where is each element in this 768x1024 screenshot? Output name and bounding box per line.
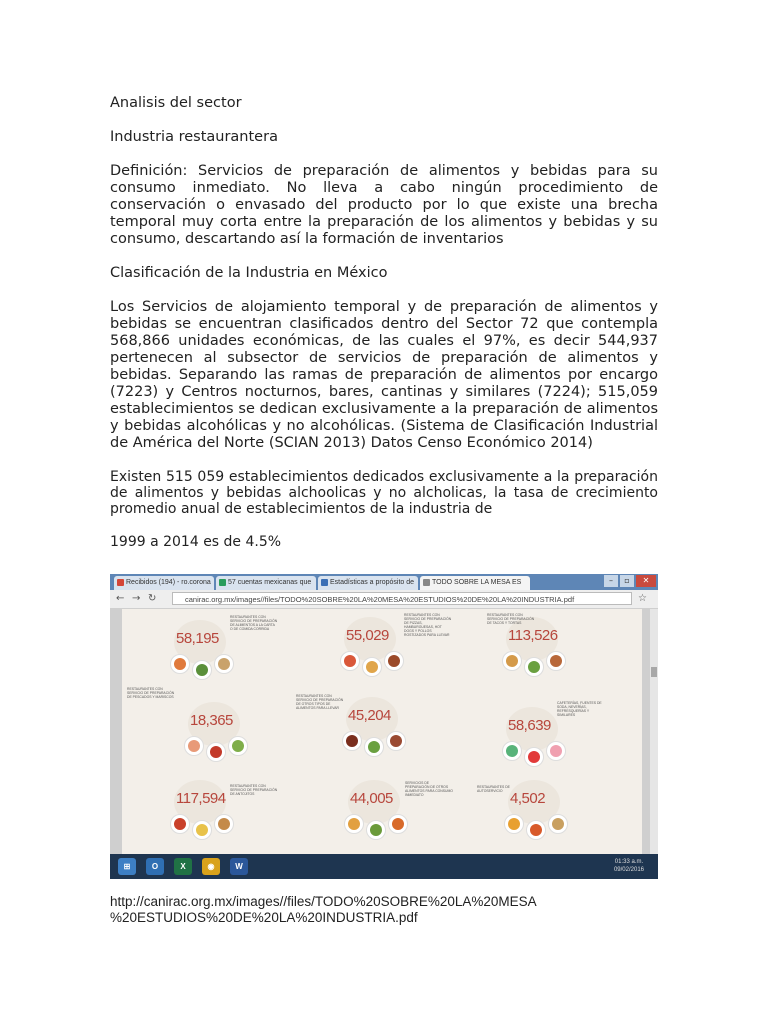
doc-title: Analisis del sector <box>110 95 242 111</box>
food-icon <box>232 740 244 752</box>
food-plate-icon <box>228 736 248 756</box>
stat-value: 58,195 <box>176 630 219 647</box>
browser-tab[interactable] <box>114 576 214 590</box>
food-icon <box>528 751 540 763</box>
food-icon <box>368 741 380 753</box>
food-plate-icon <box>546 741 566 761</box>
food-icon <box>388 655 400 667</box>
classification-heading: Clasificación de la Industria en México <box>110 265 388 281</box>
food-icon <box>550 655 562 667</box>
source-link-line-1[interactable]: http://canirac.org.mx/images//files/TODO%20SOBRE%20LA%20MESA <box>110 894 537 909</box>
food-icon <box>196 664 208 676</box>
food-plate-icon <box>214 814 234 834</box>
taskbar <box>110 854 658 879</box>
food-plate-icon <box>524 747 544 767</box>
definition-paragraph: Definición: Servicios de preparación de alimentos y bebidas para su consumo inmediato. No lleva a cabo ningún procedimiento de conservación o envasado del producto por lo que existe una brecha temporal muy corta entre la preparación de los alimentos y bebidas y su consumo, descartando así la formación de inventarios <box>110 163 658 247</box>
stat-value: 45,204 <box>348 707 391 724</box>
food-plate-icon <box>526 820 546 840</box>
food-icon <box>506 745 518 757</box>
infographic-page <box>122 609 642 854</box>
food-plate-icon <box>362 657 382 677</box>
scrollbar[interactable] <box>650 609 658 854</box>
browser-screenshot <box>110 574 658 879</box>
food-plate-icon <box>388 814 408 834</box>
stat-label: CAFETERÍAS, FUENTES DE SODA, NEVERÍAS, REFRESQUERÍAS Y SIMILARES <box>557 701 602 717</box>
food-plate-icon <box>502 651 522 671</box>
food-plate-icon <box>366 820 386 840</box>
page-icon <box>321 579 328 586</box>
url-field[interactable]: canirac.org.mx/images//files/TODO%20SOBRE%20LA%20MESA%20ESTUDIOS%20DE%20LA%20INDUSTRIA.pdf <box>172 592 632 605</box>
excel-icon[interactable]: X <box>174 858 192 875</box>
food-icon <box>174 818 186 830</box>
food-plate-icon <box>170 814 190 834</box>
food-icon <box>528 661 540 673</box>
food-icon <box>366 661 378 673</box>
food-icon <box>390 735 402 747</box>
classification-paragraph: Los Servicios de alojamiento temporal y de preparación de alimentos y bebidas se encuentran clasificados dentro del Sector 72 que contempla 568,866 unidades económicas, de las cuales el 97%, es decir 544,937 pertenecen al subsector de servicios de preparación de alimentos y bebidas. Separando las ramas de preparación de alimentos por encargo (7223) y Centros nocturnos, bares, cantinas y similares (7224); 515,059 establecimientos se dedican exclusivamente a la preparación de alimentos y bebidas alcohólicas y no alcohólicas. (Sistema de Clasificación Industrial de América del Norte (SCIAN 2013) Datos Censo Económico 2014) <box>110 299 658 451</box>
food-icon <box>210 746 222 758</box>
food-plate-icon <box>386 731 406 751</box>
food-plate-icon <box>184 736 204 756</box>
food-plate-icon <box>364 737 384 757</box>
food-plate-icon <box>502 741 522 761</box>
food-plate-icon <box>170 654 190 674</box>
maximize-button[interactable]: ▫ <box>620 575 634 587</box>
stat-value: 44,005 <box>350 790 393 807</box>
food-icon <box>348 818 360 830</box>
food-icon <box>530 824 542 836</box>
clock-date: 09/02/2016 <box>613 867 644 873</box>
stat-label: RESTAURANTES CON SERVICIO DE PREPARACIÓN DE PESCADOS Y MARISCOS <box>127 687 175 699</box>
food-icon <box>174 658 186 670</box>
close-button[interactable]: ✕ <box>636 575 656 587</box>
system-clock <box>614 858 644 874</box>
stat-value: 55,029 <box>346 627 389 644</box>
food-plate-icon <box>384 651 404 671</box>
stat-label: SERVICIOS DE PREPARACIÓN DE OTROS ALIMENTOS PARA CONSUMO INMEDIATO <box>405 781 453 797</box>
food-icon <box>506 655 518 667</box>
clock-time: 01:33 a.m. <box>614 859 644 865</box>
tab-label: 57 cuentas mexicanas que <box>228 579 312 586</box>
stat-value: 117,594 <box>176 790 226 807</box>
tab-label: TODO SOBRE LA MESA ES <box>432 579 522 586</box>
back-icon[interactable]: ← <box>116 593 125 604</box>
page-icon <box>219 579 226 586</box>
food-plate-icon <box>504 814 524 834</box>
existen-paragraph: Existen 515 059 establecimientos dedicados exclusivamente a la preparación de alimentos y bebidas alchoolicas y no alcholicas, la tasa de crecimiento promedio anual de establecimientos de la industria de <box>110 469 658 517</box>
word-icon[interactable]: W <box>230 858 248 875</box>
food-icon <box>550 745 562 757</box>
document-body <box>110 95 658 550</box>
food-plate-icon <box>206 742 226 762</box>
food-icon <box>370 824 382 836</box>
minimize-button[interactable]: – <box>604 575 618 587</box>
stat-value: 113,526 <box>508 627 558 644</box>
food-plate-icon <box>546 651 566 671</box>
food-icon <box>218 658 230 670</box>
window-controls <box>604 575 656 587</box>
stat-label: RESTAURANTES CON SERVICIO DE PREPARACIÓN DE ANTOJITOS <box>230 784 278 796</box>
food-icon <box>552 818 564 830</box>
star-icon[interactable]: ☆ <box>638 593 647 604</box>
food-icon <box>346 735 358 747</box>
stat-value: 18,365 <box>190 712 233 729</box>
stat-label: RESTAURANTES CON SERVICIO DE PREPARACIÓN DE TACOS Y TORTAS <box>487 613 535 625</box>
start-icon[interactable]: ⊞ <box>118 858 136 875</box>
address-bar-row <box>110 590 658 609</box>
food-icon <box>218 818 230 830</box>
scroll-thumb[interactable] <box>651 667 657 677</box>
food-icon <box>188 740 200 752</box>
tab-label: Estadísticas a propósito de <box>330 579 415 586</box>
food-icon <box>508 818 520 830</box>
food-plate-icon <box>548 814 568 834</box>
browser-tab-active[interactable] <box>420 576 530 590</box>
food-icon <box>196 824 208 836</box>
browser-tab[interactable] <box>216 576 316 590</box>
reload-icon[interactable]: ↻ <box>148 593 157 604</box>
browser-tab-strip <box>110 574 658 590</box>
food-plate-icon <box>344 814 364 834</box>
growth-paragraph: 1999 a 2014 es de 4.5% <box>110 534 282 550</box>
pdf-viewer <box>110 609 658 854</box>
browser-tab[interactable] <box>318 576 418 590</box>
food-plate-icon <box>192 820 212 840</box>
food-plate-icon <box>340 651 360 671</box>
source-link-line-2[interactable]: %20ESTUDIOS%20DE%20LA%20INDUSTRIA.pdf <box>110 910 418 925</box>
food-plate-icon <box>524 657 544 677</box>
food-icon <box>392 818 404 830</box>
outlook-icon[interactable]: O <box>146 858 164 875</box>
stat-label: RESTAURANTES CON SERVICIO DE PREPARACIÓN DE PIZZAS, HAMBURGUESAS, HOT DOGS Y POLLOS ROSTIZADOS PARA LLEVAR <box>404 613 452 637</box>
food-plate-icon <box>342 731 362 751</box>
stat-label: RESTAURANTES CON SERVICIO DE PREPARACIÓN DE OTROS TIPOS DE ALIMENTOS PARA LLEVAR <box>296 694 344 710</box>
chrome-icon[interactable]: ◉ <box>202 858 220 875</box>
source-link[interactable] <box>110 894 670 926</box>
stat-label: RESTAURANTES DE AUTOSERVICIO <box>477 785 510 793</box>
tab-label: Recibidos (194) - ro.corona <box>126 579 211 586</box>
food-icon <box>344 655 356 667</box>
food-plate-icon <box>214 654 234 674</box>
food-plate-icon <box>192 660 212 680</box>
doc-subtitle: Industria restaurantera <box>110 129 278 145</box>
forward-icon[interactable]: → <box>132 593 141 604</box>
stat-value: 4,502 <box>510 790 546 807</box>
gmail-icon <box>117 579 124 586</box>
pdf-icon <box>423 579 430 586</box>
stat-value: 58,639 <box>508 717 551 734</box>
stat-label: RESTAURANTES CON SERVICIO DE PREPARACIÓN DE ALIMENTOS A LA CARTA O DE COMIDA CORRIDA <box>230 615 278 631</box>
